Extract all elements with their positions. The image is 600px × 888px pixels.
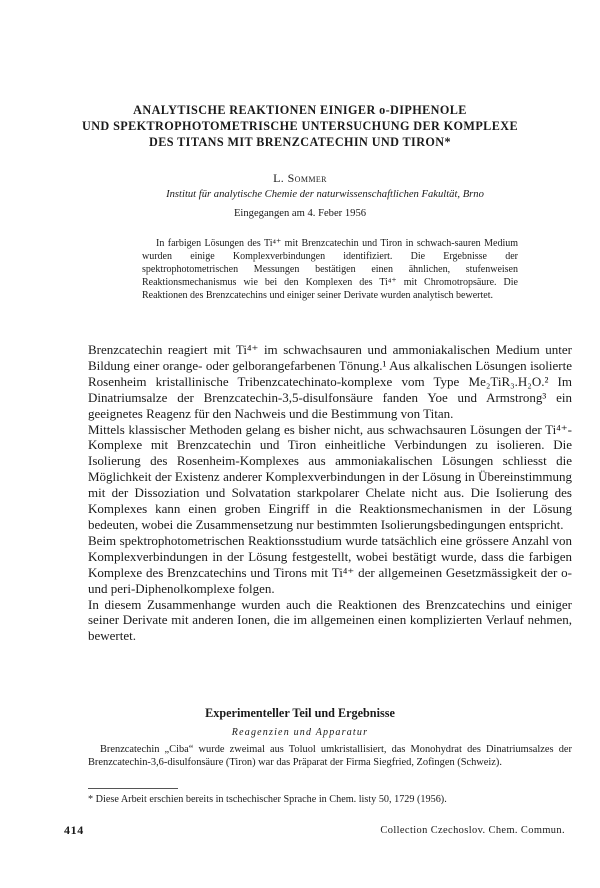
paragraph-1: Brenzcatechin reagiert mit Ti⁴⁺ im schwachsauren und ammoniakalischen Medium unter Bildung einer orange- oder gelborangefarbenen Tönung.¹ Aus alkalischen Lösungen isolierte Rosenheim kristallinische Tribenzcatechinato-komplexe vom Type Me₂TiR₃.H₂O.² Im Dinatriumsalze der Brenzcatechin-3,5-disulfonsäure fanden Yoe und Armstrong³ ein geeignetes Reagenz für den Nachweis und die Bestimmung von Titan. [88, 342, 572, 421]
paper-title [70, 102, 530, 150]
author [0, 171, 600, 186]
paragraph-3: Beim spektrophotometrischen Reaktionsstudium wurde tatsächlich eine grössere Anzahl von Komplexverbindungen in der Lösung festgestellt, wobei bestätigt wurde, dass die farbigen Komplexe des Brenzcatechins und Tirons mit Ti⁴⁺ der allgemeinen Gesetzmässigkeit der o- und peri-Diphenolkomplexe folgen. [88, 532, 572, 596]
author-name: L. Sommer [273, 171, 327, 185]
reagents-section [88, 743, 572, 770]
footnote: * Diese Arbeit erschien bereits in tschechischer Sprache in Chem. listy 50, 1729 (1956). [88, 794, 447, 805]
main-text [88, 342, 572, 644]
title-line-1: ANALYTISCHE REAKTIONEN EINIGER o-DIPHENOLE [133, 103, 467, 117]
paragraph-4: In diesem Zusammenhange wurden auch die Reaktionen des Brenzcatechins und einiger seiner Derivate mit anderen Ionen, die im allgemeinen einen komplizierten Verlauf nehmen, bewertet. [88, 596, 572, 644]
footnote-divider [88, 788, 178, 789]
subsection-heading: Reagenzien und Apparatur [231, 727, 369, 738]
paragraph-2: Mittels klassischer Methoden gelang es bisher nicht, aus schwachsauren Lösungen der Ti⁴⁺-Komplexe mit Brenzcatechin und Tiron einheitliche Verbindungen zu isolieren. Die Isolierung des Rosenheim-Komplexes aus ammoniakalischen Lösungen schliesst die Möglichkeit der Existenz anderer Komplexverbindungen in der Lösung in Übereinstimmung mit der Dissoziation und Solvatation starkpolarer Chelate nicht aus. Die Isolierung des Komplexes kann einen groben Eingriff in die Reaktionsmechanismen in der Lösung bedeuten, wobei die Zusammensetzung nur bestimmten Isolierungsbedingungen entspricht. [88, 421, 572, 532]
section-heading: Experimenteller Teil und Ergebnisse [205, 706, 395, 720]
journal-name: Collection Czechoslov. Chem. Commun. [380, 825, 565, 836]
reagents-text: Brenzcatechin „Ciba“ wurde zweimal aus Toluol umkristallisiert, das Monohydrat des Dinatriumsalzes der Brenzcatechin-3,6-disulfonsäure (Tiron) war das Präparat der Firma Siegfried, Zofingen (Schweiz). [88, 744, 572, 769]
abstract-text: In farbigen Lösungen des Ti⁴⁺ mit Brenzcatechin und Tiron in schwach-sauren Medium wurden einige Komplexverbindungen identifiziert. Die Ergebnisse der spektrophotometrischen Messungen bestätigen einen ähnlichen, stufenweisen Reaktionsmechanismus wie bei den Komplexen des Ti⁴⁺ mit Chromotropsäure. Die Reaktionen des Brenzcatechins und einiger seiner Derivate wurden analytisch bewertet. [142, 238, 518, 301]
affiliation: Institut für analytische Chemie der naturwissenschaftlichen Fakultät, Brno [166, 189, 484, 200]
page-number: 414 [64, 823, 84, 837]
title-line-3: DES TITANS MIT BRENZCATECHIN UND TIRON* [149, 135, 451, 149]
received-date: Eingegangen am 4. Feber 1956 [233, 208, 367, 219]
title-line-2: UND SPEKTROPHOTOMETRISCHE UNTERSUCHUNG DER KOMPLEXE [82, 119, 518, 133]
abstract [142, 237, 518, 302]
